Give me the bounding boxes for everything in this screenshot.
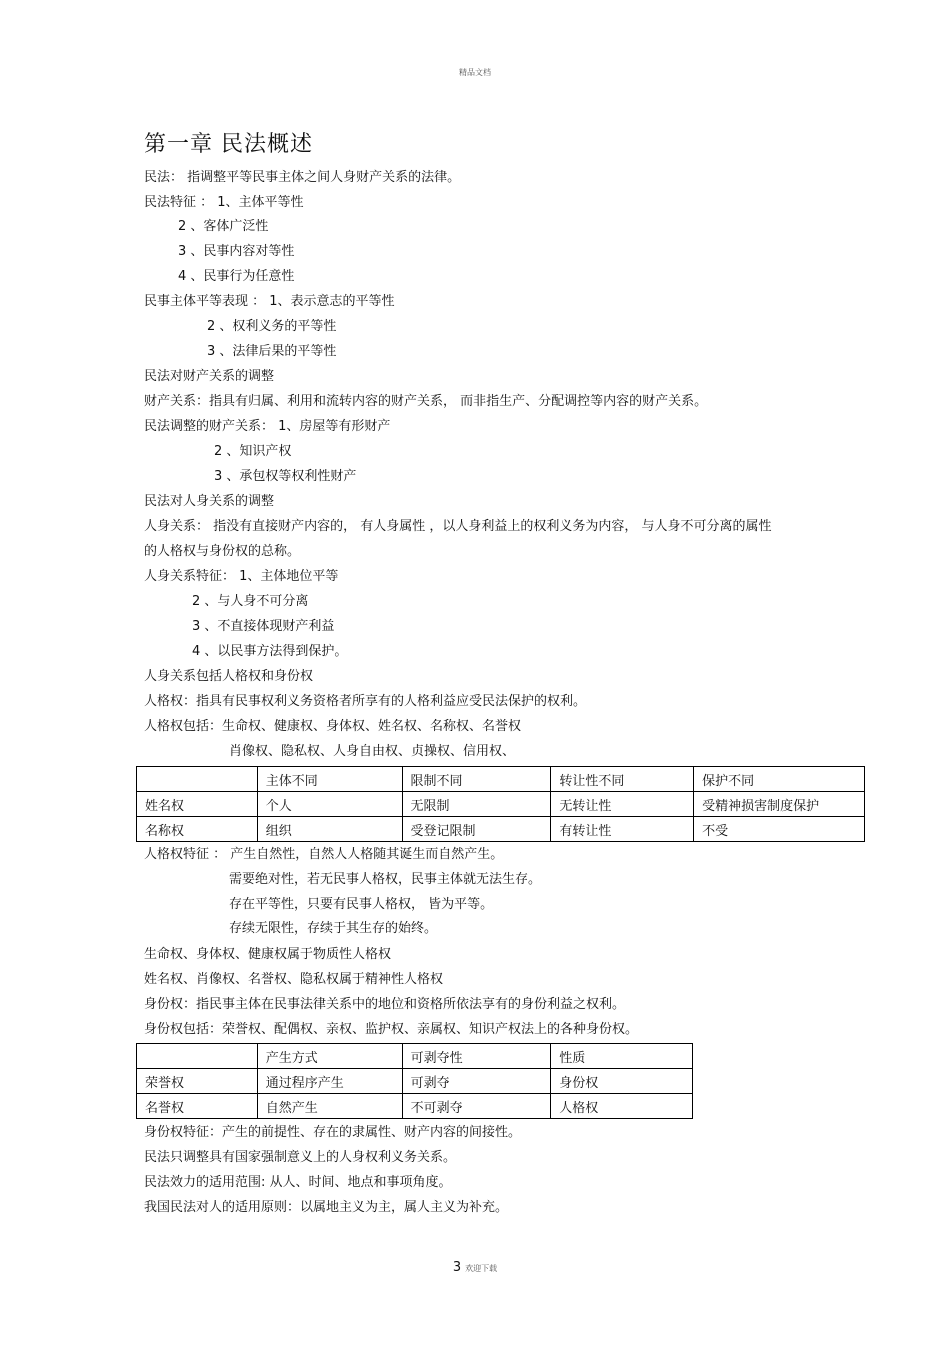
text-line: 民法对人身关系的调整: [144, 494, 275, 509]
text-line: 民法只调整具有国家强制意义上的人身权利义务关系。: [144, 1150, 457, 1165]
table-row: [137, 1094, 693, 1119]
text-line: 民法效力的适用范围: 从人、时间、地点和事项角度。: [144, 1175, 452, 1190]
table-cell: 人格权: [551, 1094, 693, 1119]
text-line: 人身关系包括人格权和身份权: [144, 669, 314, 684]
chapter-title: 第一章 民法概述: [144, 132, 313, 157]
table-header-cell: 主体不同: [257, 767, 402, 792]
table-header-cell: 可剥夺性: [402, 1044, 551, 1069]
text-line: 2 、客体广泛性: [178, 219, 269, 234]
text-line: 身份权：指民事主体在民事法律关系中的地位和资格所依法享有的身份利益之权利。: [144, 997, 626, 1012]
text-line: 人身关系特征： 1、主体地位平等: [144, 569, 339, 584]
text-line: 4 、以民事方法得到保护。: [192, 644, 348, 659]
text-line: 的人格权与身份权的总称。: [144, 544, 301, 559]
text-line: 4 、民事行为任意性: [178, 269, 295, 284]
text-line: 3 、民事内容对等性: [178, 244, 295, 259]
text-line: 人格权：指具有民事权利义务资格者所享有的人格利益应受民法保护的权利。: [144, 694, 587, 709]
text-line: 肖像权、隐私权、人身自由权、贞操权、信用权、: [229, 744, 516, 759]
table-header-cell: 限制不同: [402, 767, 551, 792]
text-line: 2 、权利义务的平等性: [207, 319, 337, 334]
table-cell: 组织: [257, 817, 402, 842]
table-cell: 无转让性: [551, 792, 694, 817]
text-line: 民法： 指调整平等民事主体之间人身财产关系的法律。: [144, 170, 461, 185]
text-line: 存在平等性，只要有民事人格权， 皆为平等。: [229, 897, 494, 912]
identity-rights-table: [136, 1043, 693, 1119]
table-row: [137, 1044, 693, 1069]
table-cell: 姓名权: [137, 792, 258, 817]
text-line: 姓名权、肖像权、名誉权、隐私权属于精神性人格权: [144, 972, 444, 987]
table-cell: 可剥夺: [402, 1069, 551, 1094]
text-line: 3 、法律后果的平等性: [207, 344, 337, 359]
text-line: 3 、不直接体现财产利益: [192, 619, 335, 634]
text-line: 身份权包括：荣誉权、配偶权、亲权、监护权、亲属权、知识产权法上的各种身份权。: [144, 1022, 639, 1037]
text-line: 财产关系：指具有归属、利用和流转内容的财产关系， 而非指生产、分配调控等内容的财产关系。: [144, 394, 708, 409]
table-cell: 受登记限制: [402, 817, 551, 842]
page-header: 精品文档: [459, 68, 491, 77]
table-row: [137, 792, 865, 817]
text-line: 存续无限性，存续于其生存的始终。: [229, 921, 438, 936]
table-cell: 不可剥夺: [402, 1094, 551, 1119]
table-cell: 个人: [257, 792, 402, 817]
footer-label: 欢迎下载: [465, 1264, 498, 1273]
text-line: 民法对财产关系的调整: [144, 369, 275, 384]
table-cell: 名誉权: [137, 1094, 258, 1119]
table-cell: 受精神损害制度保护: [694, 792, 865, 817]
text-line: 需要绝对性，若无民事人格权，民事主体就无法生存。: [229, 872, 542, 887]
table-cell: 身份权: [551, 1069, 693, 1094]
table-cell: 荣誉权: [137, 1069, 258, 1094]
page-number: 3: [452, 1260, 462, 1275]
text-line: 民法特征 ： 1、主体平等性: [144, 195, 304, 210]
table-cell: 无限制: [402, 792, 551, 817]
table-header-cell: 产生方式: [257, 1044, 402, 1069]
text-line: 人格权特征 ： 产生自然性，自然人人格随其诞生而自然产生。: [144, 847, 504, 862]
table-cell: 通过程序产生: [257, 1069, 402, 1094]
text-line: 我国民法对人的适用原则：以属地主义为主，属人主义为补充。: [144, 1200, 509, 1215]
text-line: 2 、与人身不可分离: [192, 594, 309, 609]
table-cell: 不受: [694, 817, 865, 842]
text-line: 生命权、身体权、健康权属于物质性人格权: [144, 947, 392, 962]
text-line: 身份权特征：产生的前提性、存在的隶属性、财产内容的间接性。: [144, 1125, 522, 1140]
table-cell: 有转让性: [551, 817, 694, 842]
personality-rights-table: [136, 766, 865, 842]
table-cell: 自然产生: [257, 1094, 402, 1119]
table-header-cell: [137, 767, 258, 792]
text-line: 民法调整的财产关系： 1、房屋等有形财产: [144, 419, 391, 434]
table-row: [137, 1069, 693, 1094]
text-line: 2 、知识产权: [214, 444, 292, 459]
text-line: 人格权包括：生命权、健康权、身体权、姓名权、名称权、名誉权: [144, 719, 522, 734]
table-header-cell: 性质: [551, 1044, 693, 1069]
table-header-cell: 转让性不同: [551, 767, 694, 792]
table-cell: 名称权: [137, 817, 258, 842]
table-row: [137, 817, 865, 842]
text-line: 民事主体平等表现 ： 1、表示意志的平等性: [144, 294, 395, 309]
page-footer: [0, 1260, 950, 1275]
table-header-cell: 保护不同: [694, 767, 865, 792]
table-row: [137, 767, 865, 792]
text-line: 3 、承包权等权利性财产: [214, 469, 357, 484]
table-header-cell: [137, 1044, 258, 1069]
text-line: 人身关系： 指没有直接财产内容的， 有人身属性 ，以人身利益上的权利义务为内容， 与人身不可分离的属性: [144, 519, 772, 534]
